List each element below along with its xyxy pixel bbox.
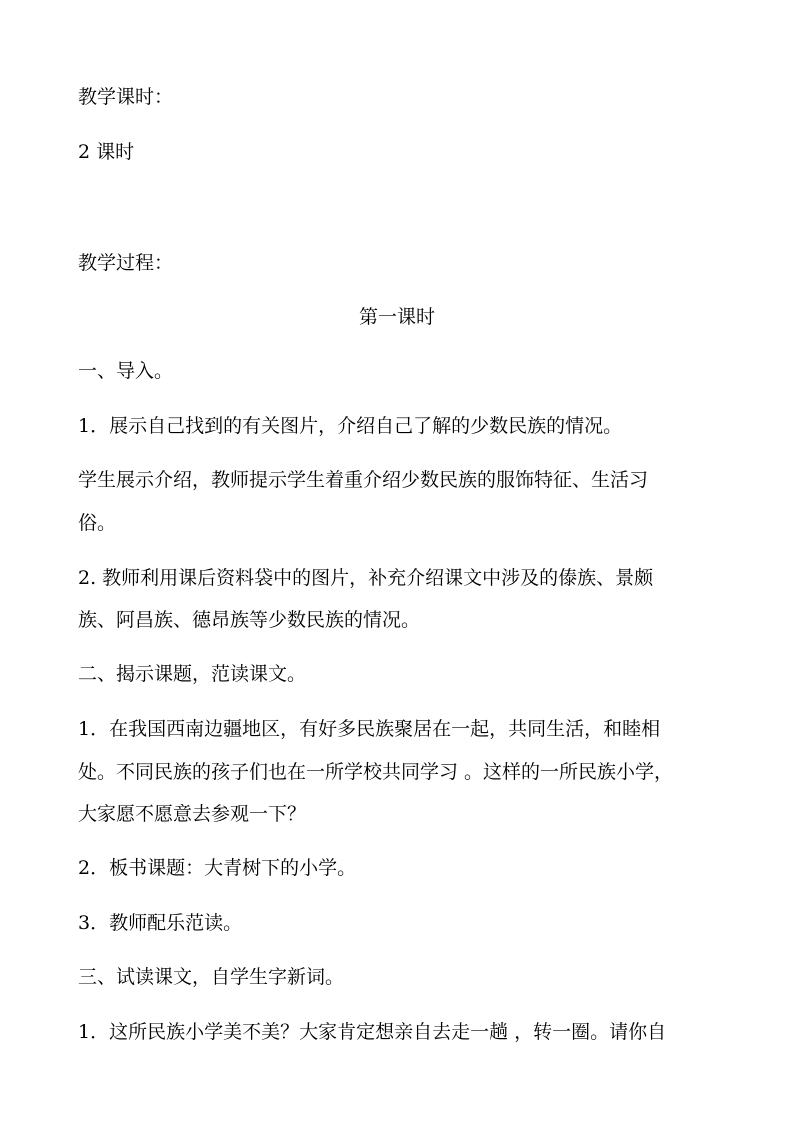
first-lesson-title: 第一课时 (358, 306, 435, 328)
paragraph-line: 1．在我国西南边疆地区，有好多民族聚居在一起，共同生活，和睦相 (78, 718, 661, 740)
section-heading-topic: 二、揭示课题，范读课文。 (78, 663, 307, 685)
paragraph-line: 2．板书课题：大青树下的小学。 (78, 857, 357, 879)
section-heading-intro: 一、导入。 (78, 360, 174, 382)
section-heading-self-study: 三、试读课文，自学生字新词。 (78, 966, 345, 988)
paragraph-line: 1．展示自己找到的有关图片，介绍自己了解的少数民族的情况。 (78, 415, 623, 437)
paragraph-line: 2. 教师利用课后资料袋中的图片，补充介绍课文中涉及的傣族、景颇 (78, 567, 654, 589)
paragraph-line: 俗。 (78, 512, 117, 534)
paragraph-line: 处。不同民族的孩子们也在一所学校共同学习 。这样的一所民族小学， (78, 761, 674, 783)
paragraph-line: 族、阿昌族、德昂族等少数民族的情况。 (78, 609, 421, 631)
paragraph-line: 学生展示介绍，教师提示学生着重介绍少数民族的服饰特征、生活习 (78, 469, 649, 491)
paragraph-line: 大家愿不愿意去参观一下？ (78, 803, 307, 825)
paragraph-line: 3．教师配乐范读。 (78, 912, 243, 934)
lesson-hours-heading: 教学课时： (78, 86, 174, 108)
paragraph-line: 1．这所民族小学美不美？大家肯定想亲自去走一趟 ，转一圈。请你自 (78, 1021, 667, 1043)
lesson-hours-value: 2 课时 (78, 141, 135, 163)
teaching-process-heading: 教学过程： (78, 252, 174, 274)
